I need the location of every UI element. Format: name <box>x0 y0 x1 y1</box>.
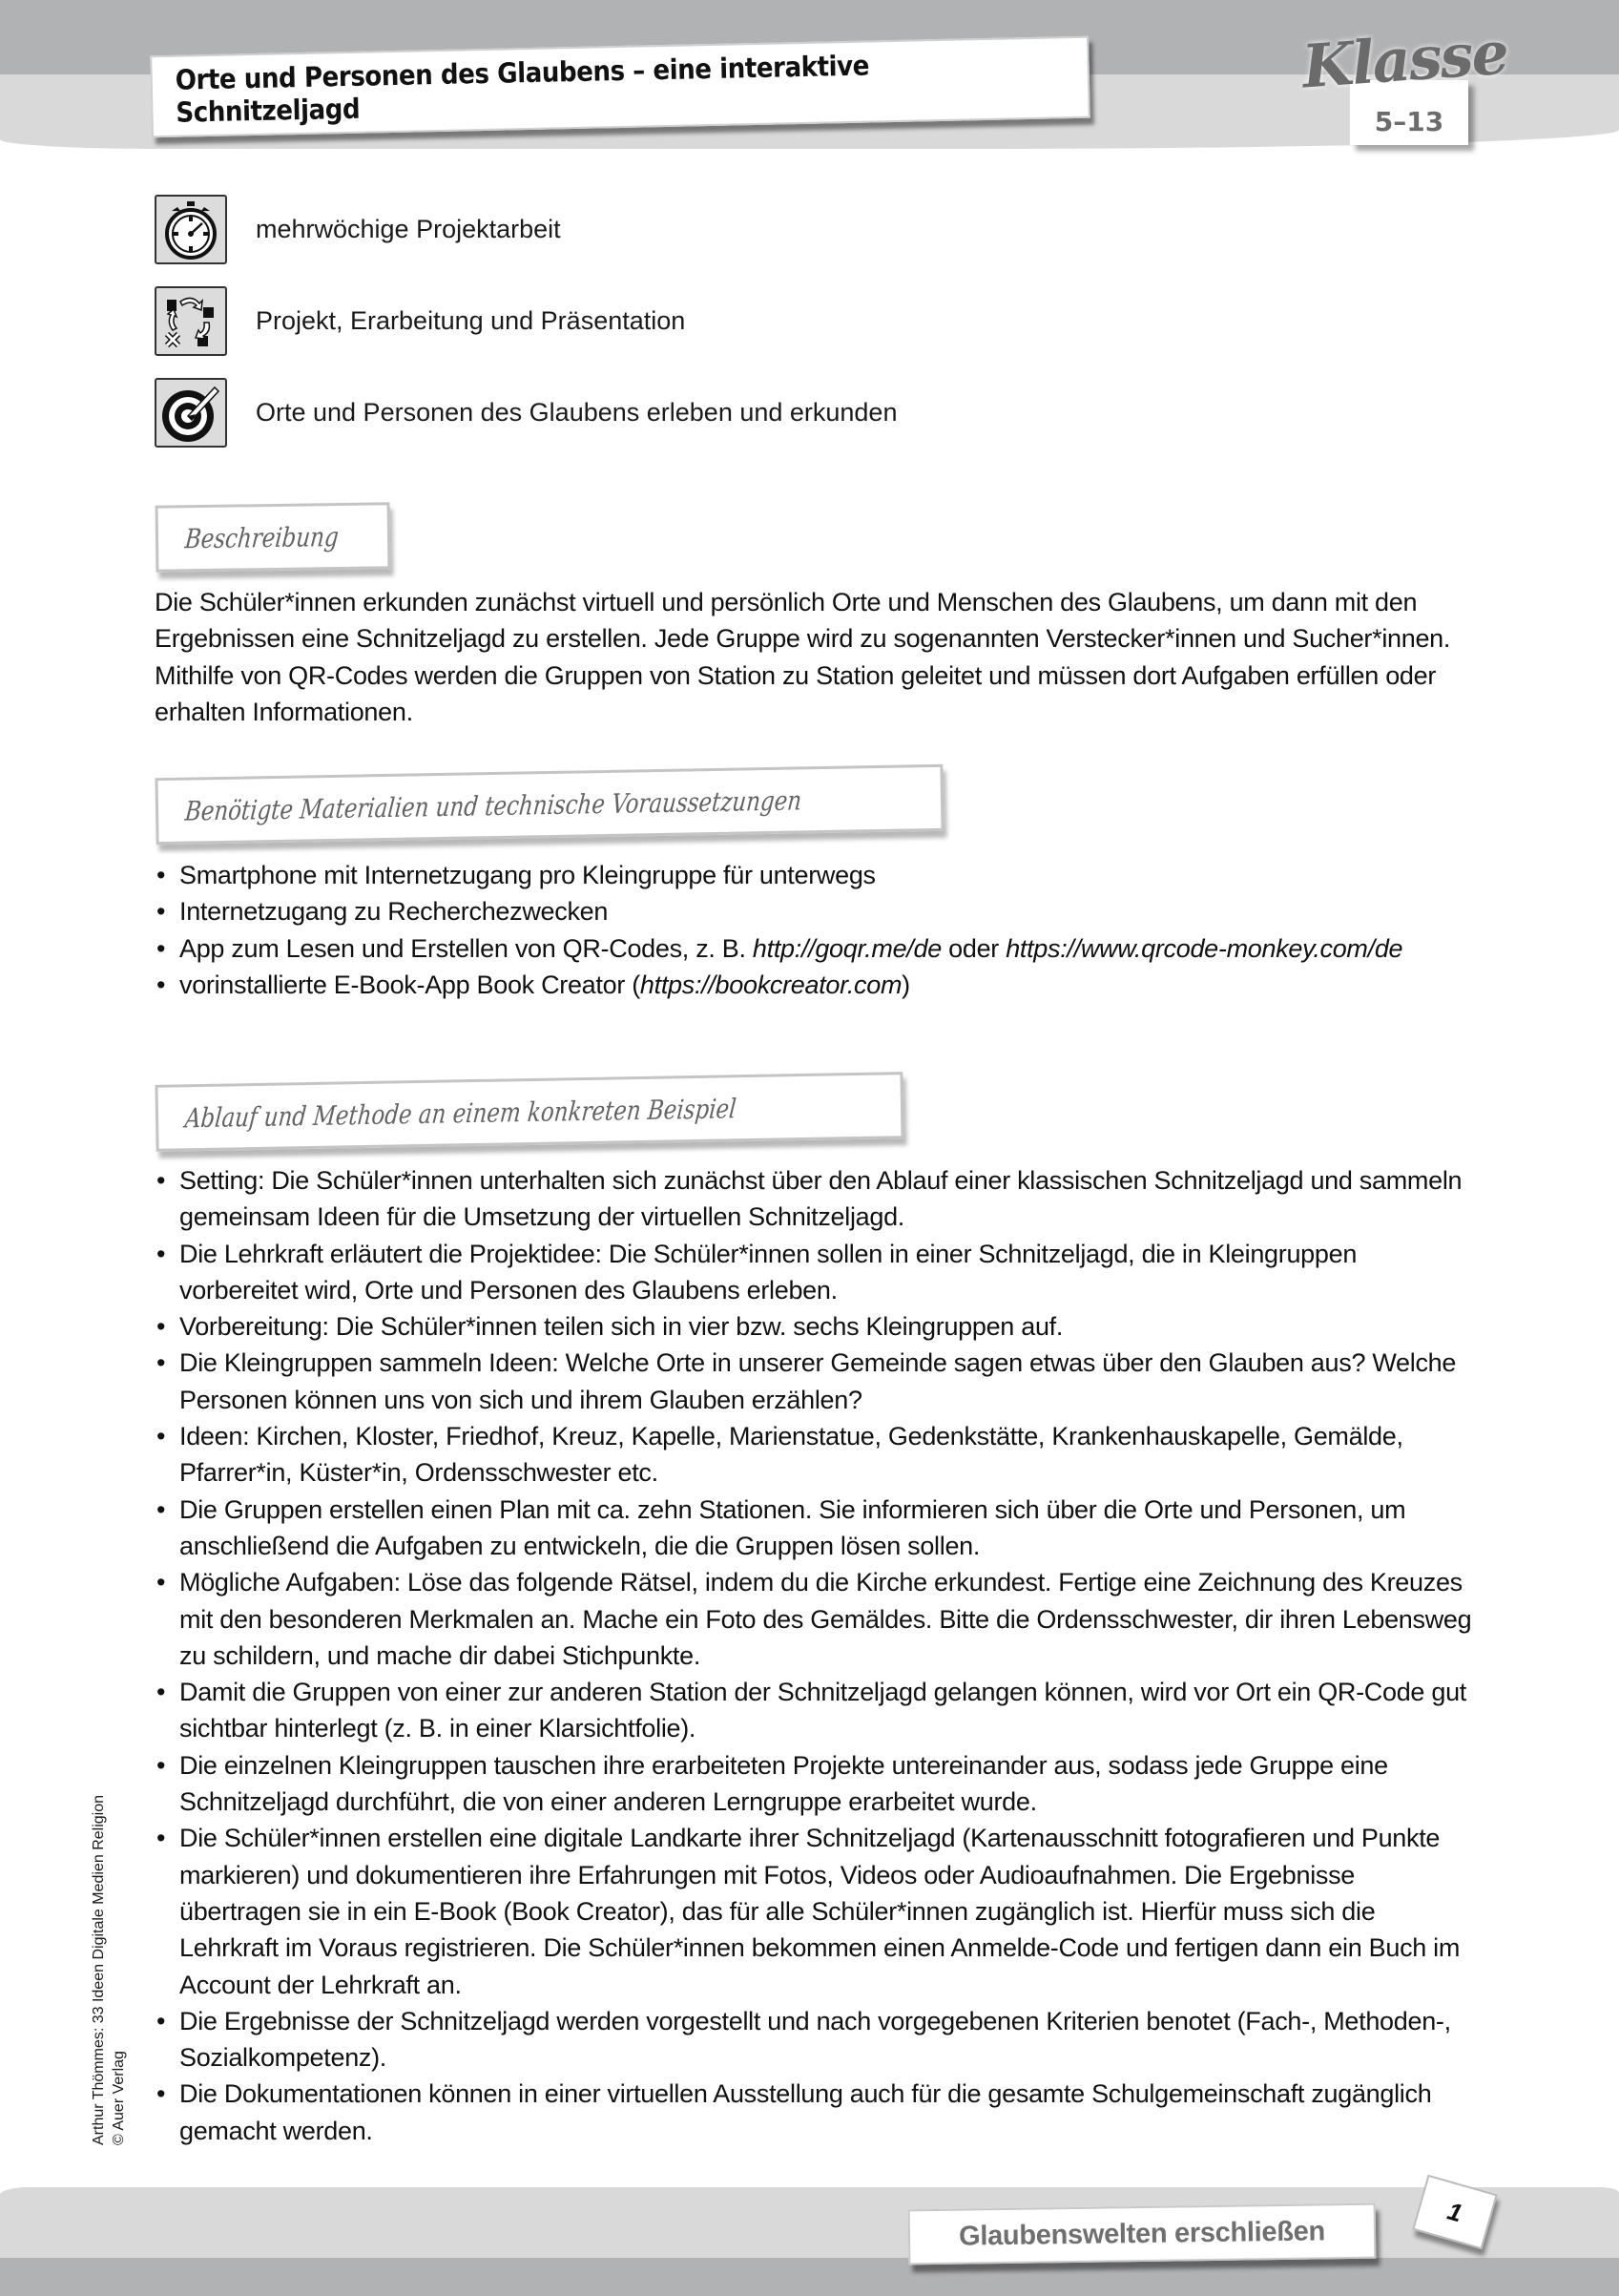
list-item: • Ideen: Kirchen, Kloster, Friedhof, Kreuz, Kapelle, Marienstatue, Gedenkstätte, Krankenhauskapelle, Gemälde, Pfarrer*in, Küster*in, Ordensschwester etc. <box>155 1418 1481 1492</box>
goqr-link[interactable]: http://goqr.me/de <box>752 933 942 963</box>
chapter-title: Glaubenswelten erschließen <box>958 2215 1326 2252</box>
cycle-arrows-icon <box>155 286 227 356</box>
list-item: • Die Ergebnisse der Schnitzeljagd werden vorgestellt und nach vorgegebenen Kriterien benotet (Fach-, Methoden-, Sozialkompetenz). <box>155 2003 1481 2077</box>
info-label: Orte und Personen des Glaubens erleben und erkunden <box>256 398 898 427</box>
description-paragraph: Die Schüler*innen erkunden zunächst virtuell und persönlich Orte und Menschen des Glaubens, um dann mit den Ergebnissen eine Schnitzeljagd zu erstellen. Jede Gruppe wird zu sogenannten Verstecker*innen und Sucher*innen. Mithilfe von QR-Codes werden die Gruppen von Station zu Station geleitet und müssen dort Aufgaben erfüllen oder erhalten Informationen. <box>155 588 1451 726</box>
list-item: • Mögliche Aufgaben: Löse das folgende Rätsel, indem du die Kirche erkundest. Fertige eine Zeichnung des Kreuzes mit den besonderen Merkmalen an. Mache ein Foto des Gemäldes. Bitte die Ordensschwester, dir ihren Lebensweg zu schildern, und mache dir dabei Stichpunkte. <box>155 1564 1481 1674</box>
section-heading-text: Benötigte Materialien und technische Voraussetzungen <box>183 783 803 827</box>
credit-line: Arthur Thömmes: 33 Ideen Digitale Medien Religion <box>91 1794 107 2145</box>
stopwatch-icon <box>155 195 227 264</box>
info-row-goal <box>155 378 897 448</box>
list-item: • Vorbereitung: Die Schüler*innen teilen sich in vier bzw. sechs Kleingruppen auf. <box>155 1308 1481 1345</box>
info-label: mehrwöchige Projektarbeit <box>256 215 561 243</box>
chapter-banner <box>908 2203 1377 2265</box>
grade-label: Klasse <box>1299 17 1510 102</box>
target-icon <box>155 378 227 448</box>
list-item: • App zum Lesen und Erstellen von QR-Codes, z. B. http://goqr.me/de oder https://www.qrcode-monkey.com/de <box>155 930 1481 967</box>
list-item: • Damit die Gruppen von einer zur anderen Station der Schnitzeljagd gelangen können, wird vor Ort ein QR-Code gut sichtbar hinterlegt (z. B. in einer Klarsichtfolie). <box>155 1674 1481 1747</box>
section-heading-materials <box>155 764 944 845</box>
list-item: • Die Dokumentationen können in einer virtuellen Ausstellung auch für die gesamte Schulgemeinschaft zugänglich gemacht werden. <box>155 2076 1481 2149</box>
credit-line: © Auer Verlag <box>111 2051 127 2145</box>
info-row-duration <box>155 195 561 264</box>
list-item: • Die einzelnen Kleingruppen tauschen ihre erarbeiteten Projekte untereinander aus, sodass jede Gruppe eine Schnitzeljagd durchführt, die von einer anderen Lerngruppe erarbeitet wurde. <box>155 1747 1481 1821</box>
section-heading-procedure <box>155 1072 903 1152</box>
page-number: 1 <box>1444 2196 1466 2227</box>
footer-band-dark <box>0 2258 1619 2296</box>
materials-list <box>155 857 1481 1003</box>
qrcode-monkey-link[interactable]: https://www.qrcode-monkey.com/de <box>1006 933 1403 963</box>
info-label: Projekt, Erarbeitung und Präsentation <box>256 306 686 335</box>
list-item: • Die Lehrkraft erläutert die Projektidee: Die Schüler*innen sollen in einer Schnitzeljagd, die in Kleingruppen vorbereitet wird, Orte und Personen des Glaubens erleben. <box>155 1236 1481 1309</box>
section-heading-text: Ablauf und Methode an einem konkreten Beispiel <box>183 1092 738 1134</box>
list-item: • Smartphone mit Internetzugang pro Kleingruppe für unterwegs <box>155 857 1481 893</box>
bookcreator-link[interactable]: https://bookcreator.com <box>639 970 903 999</box>
procedure-list <box>155 1162 1481 2149</box>
page-title: Orte und Personen des Glaubens – eine interaktive Schnitzeljagd <box>175 49 870 129</box>
list-item: • Die Schüler*innen erstellen eine digitale Landkarte ihrer Schnitzeljagd (Kartenausschnitt fotografieren und Punkte markieren) und dokumentieren ihre Erfahrungen mit Fotos, Videos oder Audioaufnahmen. Die Ergebnisse übertragen sie in ein E-Book (Book Creator), das für alle Schüler*innen zugänglich ist. Hierfür muss sich die Lehrkraft im Voraus registrieren. Die Schüler*innen bekommen einen Anmelde-Code und fertigen dann ein Buch im Account der Lehrkraft an. <box>155 1820 1481 2002</box>
section-heading-text: Beschreibung <box>183 520 341 554</box>
copyright-credit <box>89 1795 129 2145</box>
info-row-format <box>155 286 685 356</box>
footer-band-light <box>0 2187 1619 2264</box>
list-item: • Setting: Die Schüler*innen unterhalten sich zunächst über den Ablauf einer klassischen Schnitzeljagd und sammeln gemeinsam Ideen für die Umsetzung der virtuellen Schnitzeljagd. <box>155 1162 1481 1236</box>
list-item: • Internetzugang zu Recherchezwecken <box>155 893 1481 929</box>
list-item: • Die Kleingruppen sammeln Ideen: Welche Orte in unserer Gemeinde sagen etwas über den Glauben aus? Welche Personen können uns von sich und ihrem Glauben erzählen? <box>155 1345 1481 1418</box>
grade-range: 5–13 <box>1374 105 1444 137</box>
section-heading-description <box>156 502 391 572</box>
list-item: • vorinstallierte E-Book-App Book Creator (https://bookcreator.com) <box>155 967 1481 1003</box>
list-item: • Die Gruppen erstellen einen Plan mit ca. zehn Stationen. Sie informieren sich über die Orte und Personen, um anschließend die Aufgaben zu entwickeln, die die Gruppen lösen sollen. <box>155 1492 1481 1565</box>
